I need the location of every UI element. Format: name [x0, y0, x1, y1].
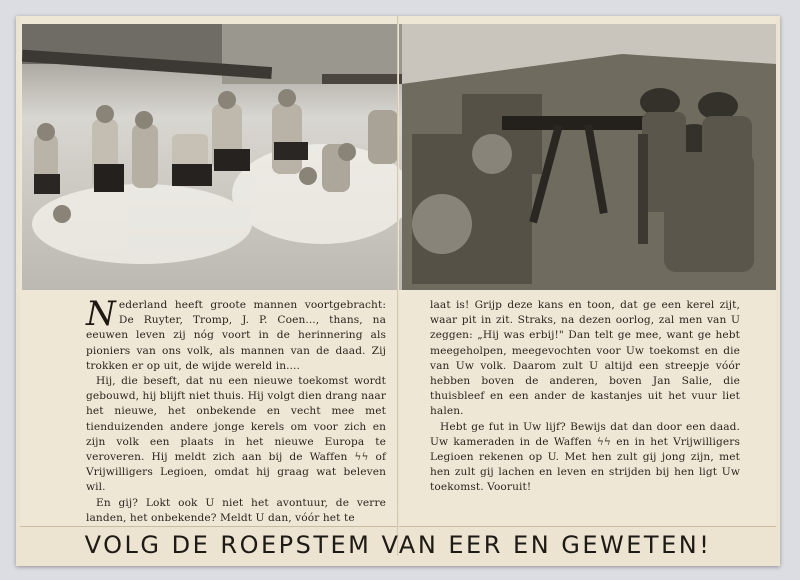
drop-cap: N: [86, 294, 116, 334]
paragraph-text: ederland heeft groote mannen voortgebracht: De Ruyter, Tromp, J. P. Coen..., thans, na eeuwen leven zij nóg voort in de herinnering als pioniers van ons volk, als mannen van de daad. Zij trokken er op uit, de wijde wereld in....: [86, 299, 386, 372]
paragraph-call-to-action: Hebt ge fut in Uw lijf? Bewijs dat dan door een daad. Uw kameraden in de Waffen ϟϟ en in het Vrijwilligers Legioen rekenen op U. Met hen zult gij jong zijn, met hen zult gij lachen en leven en strijden bij hen ligt Uw toekomst. Vooruit!: [430, 420, 740, 494]
bathing-men-photo: [22, 24, 402, 290]
paragraph-continuation: laat is! Grijp deze kans en toon, dat ge een kerel zijt, waar pit in zit. Straks, na dezen oorlog, zal men van U zeggen: „Hij was erbij!" Dan telt ge mee, want ge hebt meegeholpen, meegevochten voor Uw toekomst en die van Uw volk. Daarom zult U altijd een streepje vóór hebben boven de anderen, boven Jan Salie, die thuisbleef en een ander de kastanjes uit het vuur liet halen.: [430, 299, 740, 418]
paragraph-intro: [86, 294, 386, 374]
left-text-column: [86, 294, 386, 526]
paragraph-volunteer: Hij, die beseft, dat nu een nieuwe toekomst wordt gebouwd, hij blijft niet thuis. Hij volgt dien drang naar het nieuwe, het onbekende en vecht mee met tienduizenden andere jonge kerels om voor zich en zijn volk een plaats in het nieuwe Europa te veroveren. Hij meldt zich aan bij de Waffen ϟϟ of Vrijwilligers Legioen, omdat hij graag wat beleven wil.: [86, 375, 386, 494]
paragraph-question: En gij? Lokt ook U niet het avontuur, de verre landen, het onbekende? Meldt U dan, vóór het te: [86, 496, 386, 524]
leaflet-sheet: [16, 16, 780, 566]
slogan-heading: VOLG DE ROEPSTEM VAN EER EN GEWETEN!: [84, 531, 712, 559]
right-text-column: [430, 298, 740, 496]
center-fold: [397, 16, 399, 556]
machine-gun-soldiers-photo: [402, 24, 776, 290]
